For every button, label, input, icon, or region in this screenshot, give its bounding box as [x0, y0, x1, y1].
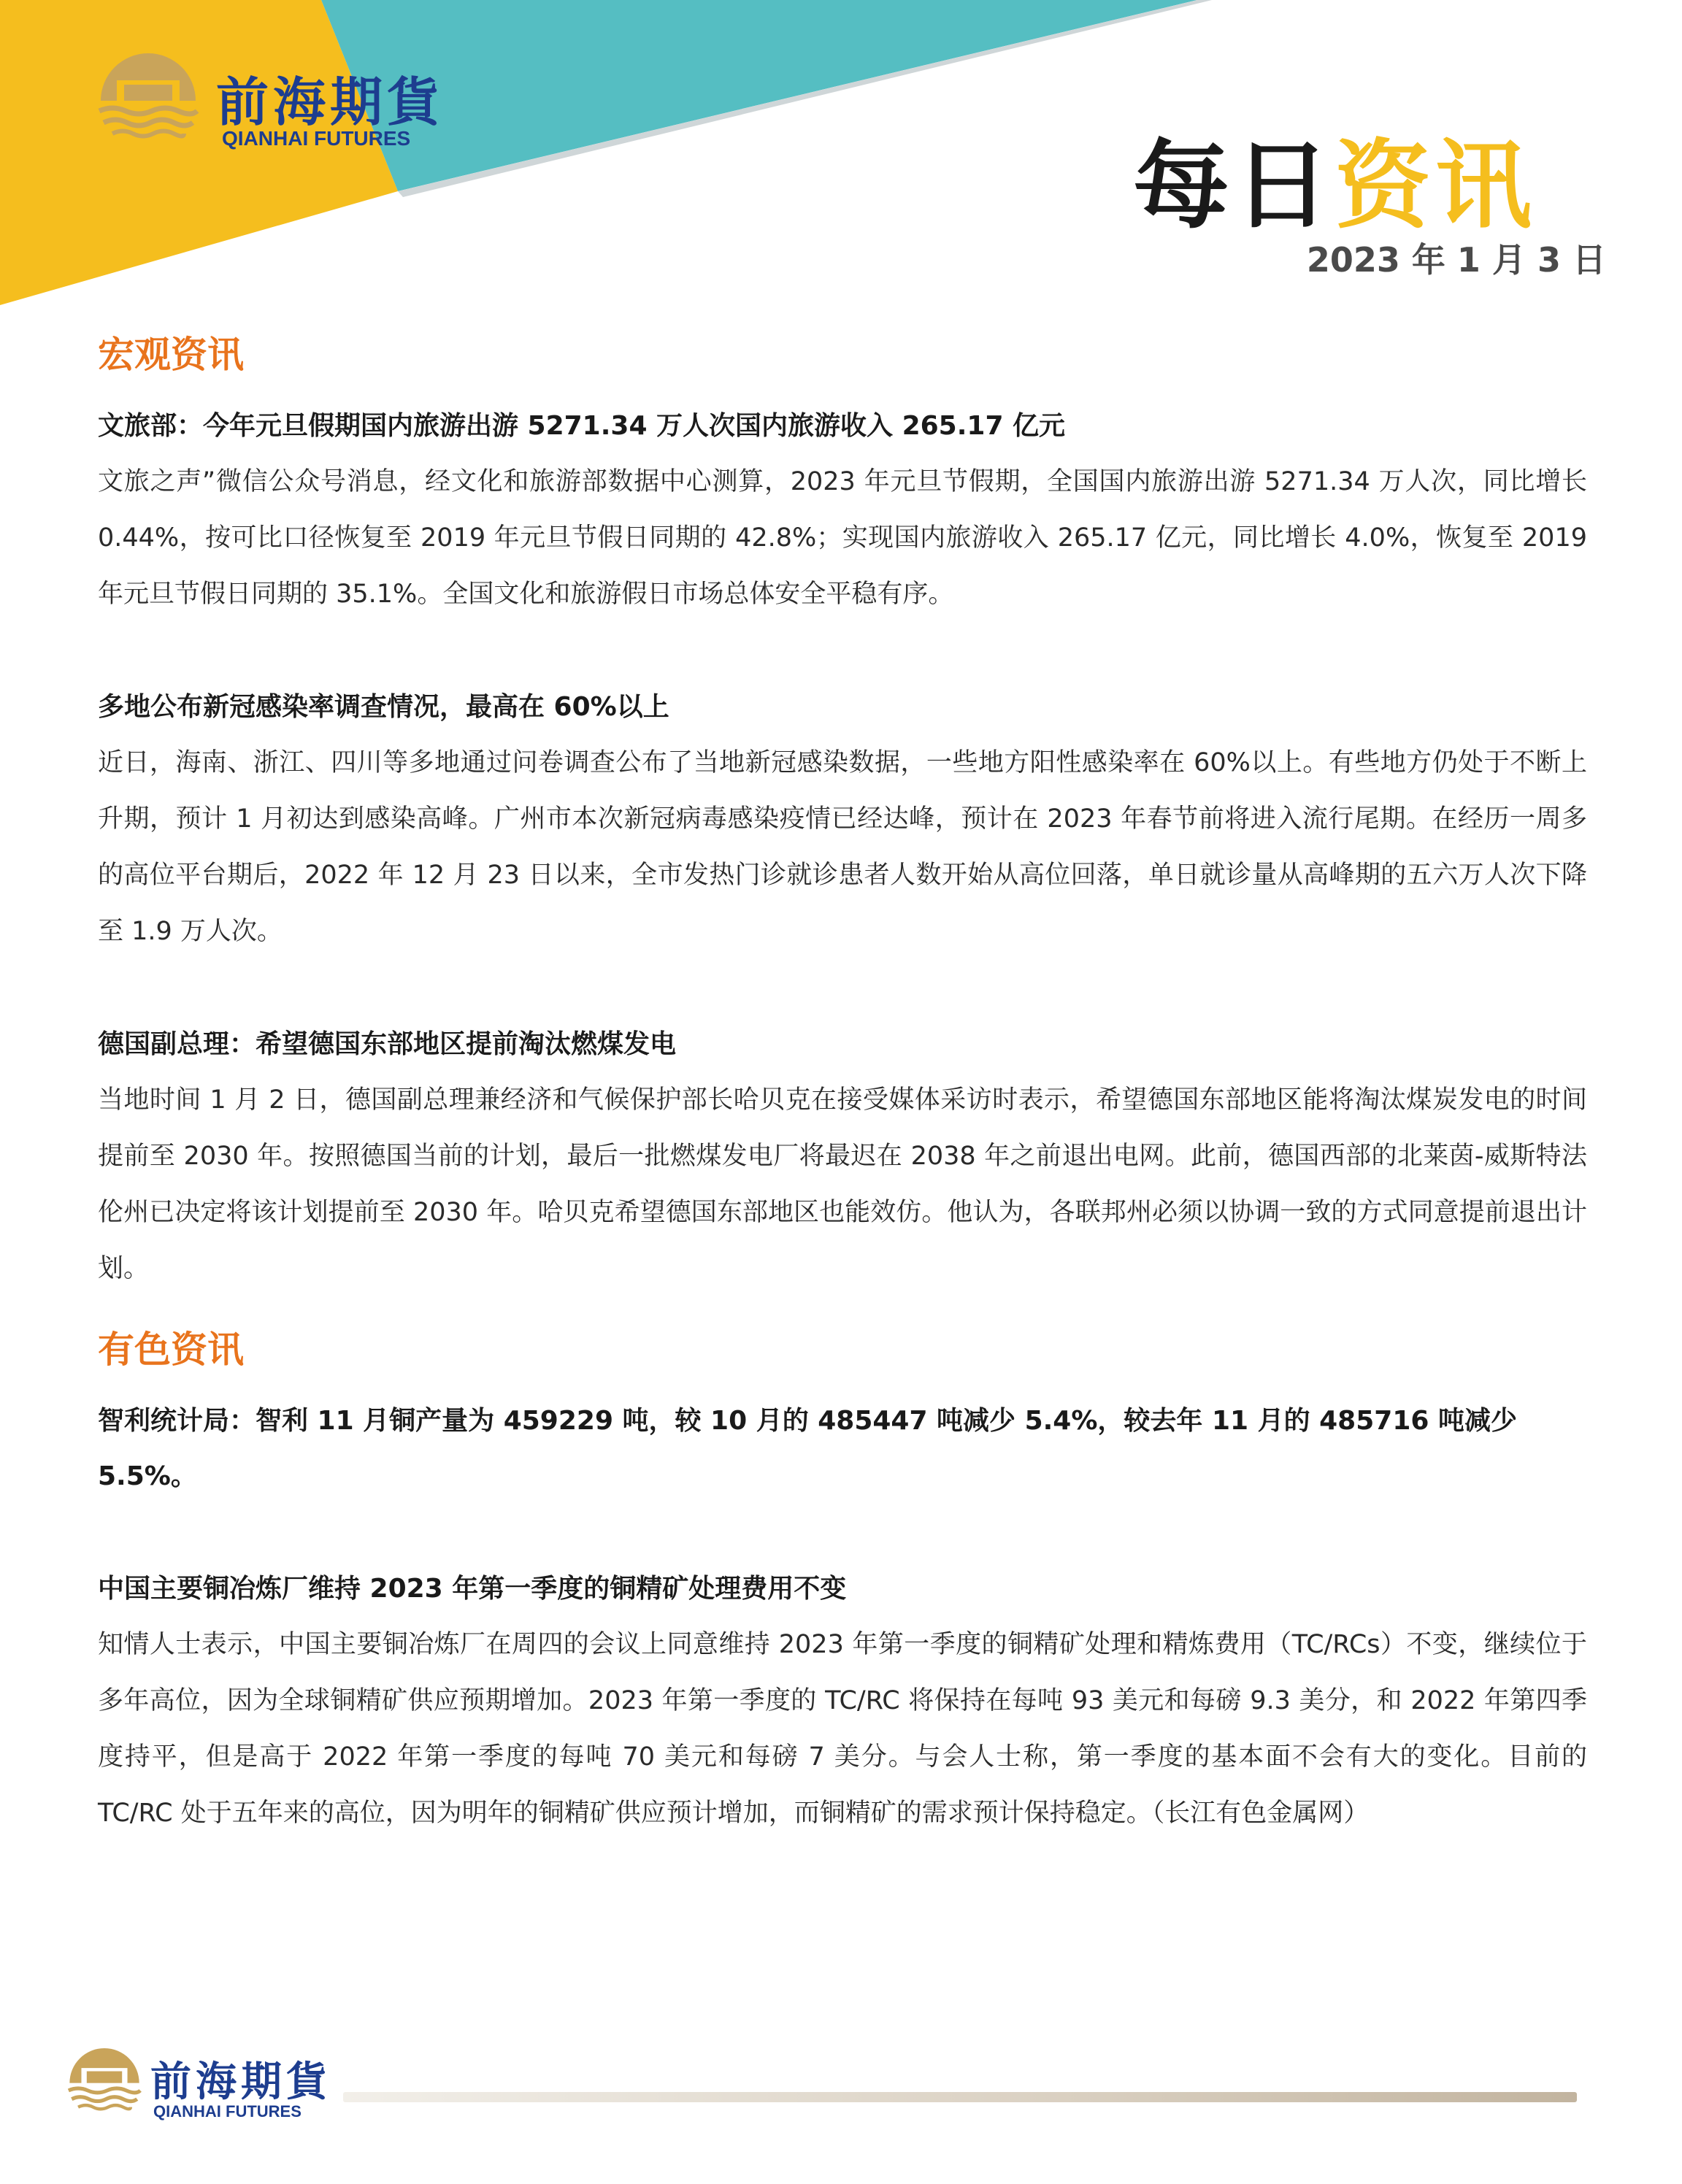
banner-yellow-shape	[0, 0, 398, 305]
article	[98, 680, 1587, 960]
article	[98, 1017, 1587, 1297]
footer-logo-english-name: QIANHAI FUTURES	[153, 2102, 302, 2120]
article	[98, 1561, 1587, 1842]
page-title-accent: 资讯	[1335, 130, 1536, 242]
article	[98, 1393, 1587, 1504]
footer-logo-chinese-name: 前海期貨	[150, 2058, 331, 2106]
footer-logo-sun-waves-icon	[64, 2044, 145, 2117]
logo-chinese-name: 前海期貨	[216, 71, 445, 133]
article	[98, 399, 1587, 623]
report-date: 2023 年 1 月 3 日	[1306, 240, 1606, 280]
section-title: 有色资讯	[98, 1329, 244, 1371]
news-content	[98, 331, 1587, 1899]
article-title: 智利统计局：智利 11 月铜产量为 459229 吨，较 10 月的 485447 吨减少 5.4%，较去年 11 月的 485716 吨减少 5.5%。	[98, 1406, 1517, 1491]
article-title: 德国副总理：希望德国东部地区提前淘汰燃煤发电	[98, 1029, 677, 1059]
section-macro	[98, 331, 1587, 1297]
article-title: 中国主要铜冶炼厂维持 2023 年第一季度的铜精矿处理费用不变	[98, 1574, 847, 1604]
article-body: 当地时间 1 月 2 日，德国副总理兼经济和气候保护部长哈贝克在接受媒体采访时表示，希望德国东部地区能将淘汰煤炭发电的时间提前至 2030 年。按照德国当前的计划，最后一批燃煤发电厂将最迟在 2038 年之前退出电网。此前，德国西部的北莱茵-威斯特法伦州已决定将该计划提前至 2030 年。哈贝克希望德国东部地区也能效仿。他认为，各联邦州必须以协调一致的方式同意提前退出计划。	[98, 1085, 1587, 1283]
article-title: 多地公布新冠感染率调查情况，最高在 60%以上	[98, 692, 669, 722]
logo-english-name: QIANHAI FUTURES	[222, 127, 411, 150]
article-body: 文旅之声”微信公众号消息，经文化和旅游部数据中心测算，2023 年元旦节假期，全国国内旅游出游 5271.34 万人次，同比增长 0.44%，按可比口径恢复至 2019 年元旦节假日同期的 42.8%；实现国内旅游收入 265.17 亿元，同比增长 4.0%，恢复至 2019 年元旦节假日同期的 35.1%。全国文化和旅游假日市场总体安全平稳有序。	[98, 467, 1587, 609]
logo-sun-waves-icon	[93, 50, 203, 145]
page-title-main: 每日	[1133, 130, 1335, 242]
article-body: 知情人士表示，中国主要铜冶炼厂在周四的会议上同意维持 2023 年第一季度的铜精矿处理和精炼费用（TC/RCs）不变，继续位于多年高位，因为全球铜精矿供应预期增加。2023 年第一季度的 TC/RC 将保持在每吨 93 美元和每磅 9.3 美分，和 2022 年第四季度持平，但是高于 2022 年第一季度的每吨 70 美元和每磅 7 美分。与会人士称，第一季度的基本面不会有大的变化。目前的 TC/RC 处于五年来的高位，因为明年的铜精矿供应预计增加，而铜精矿的需求预计保持稳定。（长江有色金属网）	[98, 1630, 1587, 1828]
page-title	[1133, 108, 1536, 247]
footer-divider	[343, 2092, 1577, 2102]
article-body: 近日，海南、浙江、四川等多地通过问卷调查公布了当地新冠感染数据，一些地方阳性感染率在 60%以上。有些地方仍处于不断上升期，预计 1 月初达到感染高峰。广州市本次新冠病毒感染疫情已经达峰，预计在 2023 年春节前将进入流行尾期。在经历一周多的高位平台期后，2022 年 12 月 23 日以来，全市发热门诊就诊患者人数开始从高位回落，单日就诊量从高峰期的五六万人次下降至 1.9 万人次。	[98, 748, 1587, 946]
article-title: 文旅部：今年元旦假期国内旅游出游 5271.34 万人次国内旅游收入 265.17 亿元	[98, 411, 1066, 441]
section-nonferrous	[98, 1326, 1587, 1842]
section-title: 宏观资讯	[98, 334, 244, 376]
banner-teal-stripe	[321, 0, 1197, 191]
